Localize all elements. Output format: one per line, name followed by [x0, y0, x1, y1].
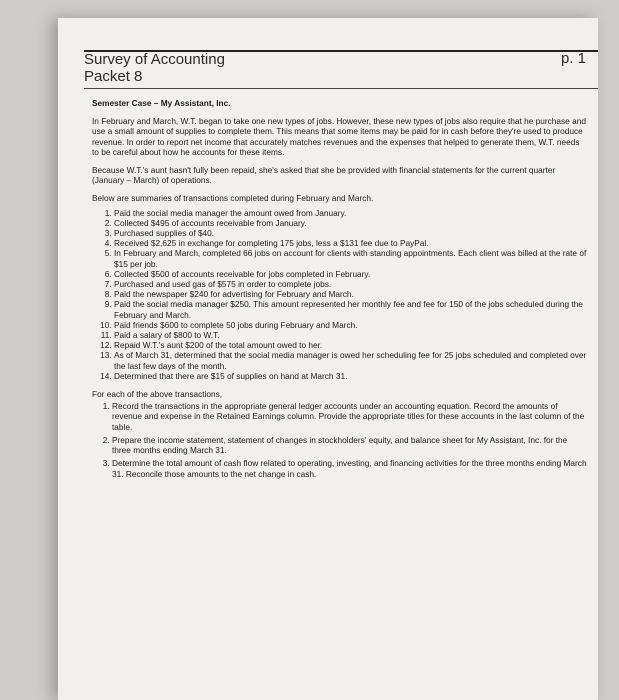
task-item: 1. Record the transactions in the appropriate general ledger accounts under an accounting equation. Record the amounts of revenue and expense in the Retained Earnings column. Provide the appropriate titles for these accounts in the last column of the table. [112, 401, 588, 432]
transaction-item: 9. Paid the social media manager $250. This amount represented her monthly fee and fee for 150 of the jobs scheduled during the February and March. [114, 299, 588, 319]
tasks-intro: For each of the above transactions, [92, 389, 223, 400]
transaction-item: 3. Purchased supplies of $40. [114, 228, 588, 238]
transaction-item: 10. Paid friends $600 to complete 50 jobs during February and March. [114, 320, 588, 330]
task-item: 3. Determine the total amount of cash flow related to operating, investing, and financing activities for the three months ending March 31. Reconcile those amounts to the net change in cash. [112, 458, 588, 478]
title-line-2: Packet 8 [84, 68, 143, 85]
document-page [58, 18, 598, 700]
transaction-item: 1. Paid the social media manager the amount owed from January. [114, 208, 588, 218]
transaction-item: 7. Purchased and used gas of $575 in order to complete jobs. [114, 279, 588, 289]
transaction-item: 6. Collected $500 of accounts receivable for jobs completed in February. [114, 269, 588, 279]
transaction-item: 11. Paid a salary of $800 to W.T. [114, 330, 588, 340]
task-item: 2. Prepare the income statement, statement of changes in stockholders' equity, and balance sheet for My Assistant, Inc. for the three months ending March 31. [112, 435, 588, 455]
transaction-item: 5. In February and March, completed 66 jobs on account for clients with standing appointments. Each client was billed at the rate of $15 per job. [114, 248, 588, 268]
tasks-list [92, 401, 588, 478]
transaction-item: 13. As of March 31, determined that the social media manager is owed her scheduling fee for 25 jobs scheduled and completed over the last few days of the month. [114, 350, 588, 370]
case-heading: Semester Case – My Assistant, Inc. [92, 98, 231, 108]
title-line-1: Survey of Accounting [84, 51, 225, 68]
document-body [92, 98, 588, 482]
transactions-intro: Below are summaries of transactions completed during February and March. [92, 193, 374, 204]
transaction-item: 4. Received $2,625 in exchange for completing 175 jobs, less a $131 fee due to PayPal. [114, 238, 588, 248]
transaction-item: 8. Paid the newspaper $240 for advertising for February and March. [114, 289, 588, 299]
page-number: p. 1 [560, 50, 586, 67]
transaction-item: 12. Repaid W.T.'s aunt $200 of the total amount owed to her. [114, 340, 588, 350]
document-title [84, 51, 225, 85]
case-paragraph-2: Because W.T.'s aunt hasn't fully been repaid, she's asked that she be provided with financial statements for the current quarter (January – March) of operations. [92, 165, 556, 186]
transactions-list [92, 208, 588, 381]
transaction-item: 2. Collected $495 of accounts receivable from January. [114, 218, 588, 228]
transaction-item: 14. Determined that there are $15 of supplies on hand at March 31. [114, 371, 588, 381]
header-bottom-rule [84, 88, 598, 89]
case-paragraph-1: In February and March, W.T. began to take one new types of jobs. However, these new types of jobs also require that he purchase and use a small amount of supplies to complete them. This means that some items may be paid for in cash before they're used to produce revenue. In order to report net income that accurately matches revenues and the expenses that helped to generate them, W.T. needs to be careful about how he accounts for these items. [92, 116, 586, 157]
